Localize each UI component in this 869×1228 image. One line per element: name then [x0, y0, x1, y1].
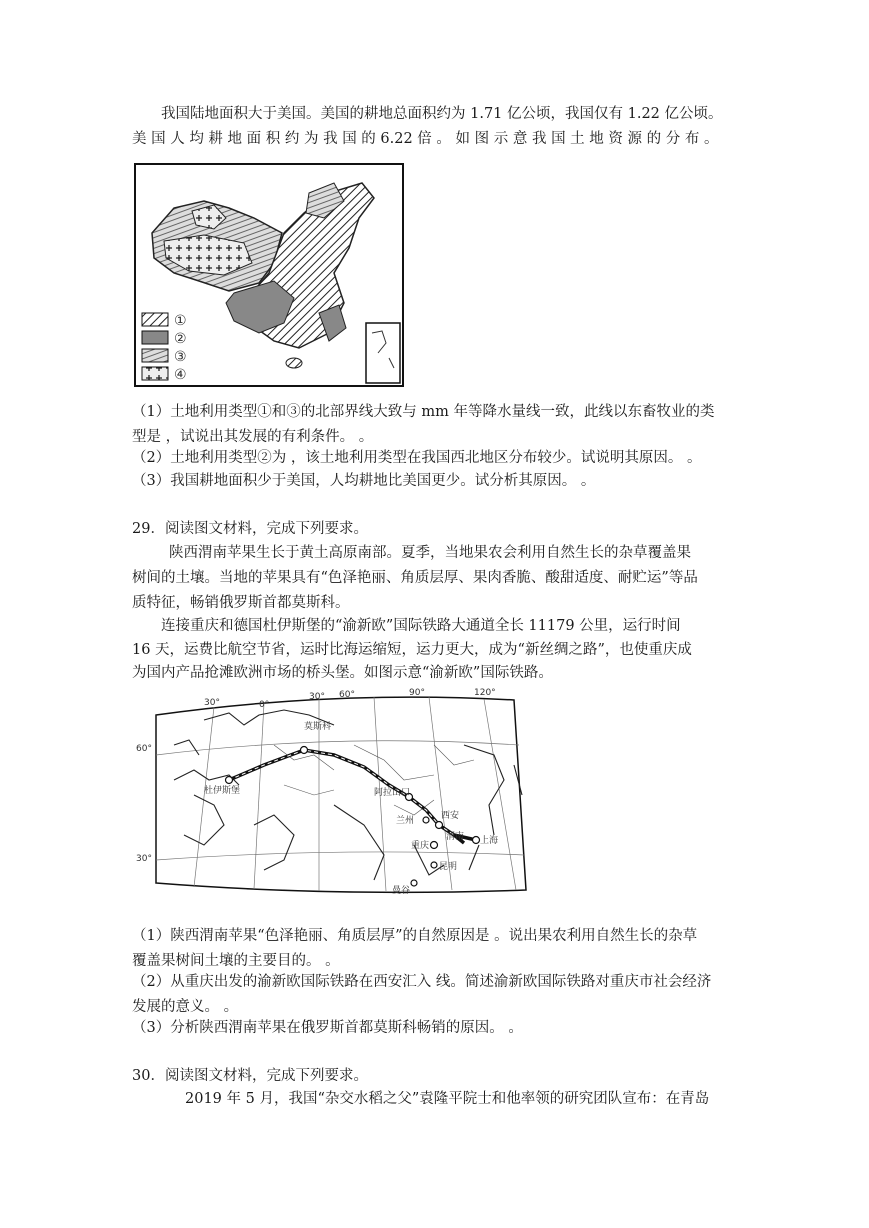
- city-bangkok: [411, 880, 417, 886]
- q29-para1-line3: 质特征，畅销俄罗斯首都莫斯科。: [132, 595, 350, 611]
- q28-sub1-line1: （1）土地利用类型①和③的北部界线大致与 mm 年等降水量线一致，此线以东畜牧业的类: [132, 404, 715, 420]
- q29-sub3: （3）分析陕西渭南苹果在俄罗斯首都莫斯科畅销的原因。 。: [132, 1020, 523, 1036]
- label-moscow: 莫斯科: [304, 722, 332, 732]
- q29-sub2-line1: （2）从重庆出发的渝新欧国际铁路在西安汇入 线。简述渝新欧国际铁路对重庆市社会经济: [132, 974, 712, 990]
- lon-label-120e: 120°: [474, 688, 496, 698]
- q28-sub2: （2）土地利用类型②为 ，该土地利用类型在我国西北地区分布较少。试说明其原因。 。: [132, 450, 702, 466]
- city-duisburg: [226, 777, 233, 784]
- legend-label-3: ③: [174, 349, 187, 365]
- label-lanzhou: 兰州: [396, 816, 415, 826]
- q29-sub1-line1: （1）陕西渭南苹果“色泽艳丽、角质层厚”的自然原因是 。说出果农利用自然生长的杂草: [132, 928, 698, 944]
- south-sea-inset: [366, 323, 400, 383]
- city-xian: [436, 822, 443, 829]
- q29-para2-line2: 16 天，运费比航空节省，运时比海运缩短，运力更大，成为“新丝绸之路”，也使重庆成: [132, 642, 692, 658]
- label-weinan: 渭南: [446, 832, 465, 842]
- legend-label-1: ①: [174, 313, 187, 329]
- q30-para1: 2019 年 5 月，我国“杂交水稻之父”袁隆平院士和他率领的研究团队宣布：在青岛: [185, 1091, 710, 1107]
- city-chongqing: [431, 842, 438, 849]
- lat-label-60n: 60°: [136, 744, 152, 754]
- label-alashankou: 阿拉山口: [374, 788, 411, 798]
- city-kunming: [431, 862, 437, 868]
- legend-label-4: ④: [174, 367, 187, 383]
- label-bangkok: 曼谷: [392, 886, 411, 896]
- label-xian: 西安: [441, 811, 460, 821]
- label-kunming: 昆明: [439, 862, 458, 872]
- yuxinou-railway-map: [134, 685, 534, 900]
- hainan-island: [286, 358, 302, 368]
- lon-label-30w: 30°: [204, 698, 220, 708]
- q29-sub1-line2: 覆盖果树间土壤的主要目的。 。: [132, 953, 340, 969]
- q28-sub1-line2: 型是 ，试说出其发展的有利条件。 。: [132, 429, 374, 445]
- q29-para2-line1: 连接重庆和德国杜伊斯堡的“渝新欧”国际铁路大通道全长 11179 公里，运行时间: [161, 618, 681, 634]
- lon-label-0: 0°: [259, 700, 270, 710]
- q28-sub3: （3）我国耕地面积少于美国，人均耕地比美国更少。试分析其原因。 。: [132, 473, 596, 489]
- intro-line-2: 美 国 人 均 耕 地 面 积 约 为 我 国 的 6.22 倍 。 如 图 示 意 我 国 土 地 资 源 的 分 布 。: [132, 131, 719, 147]
- city-shanghai: [473, 837, 480, 844]
- label-chongqing: 重庆: [411, 841, 430, 851]
- city-lanzhou: [423, 817, 429, 823]
- q29-sub2-line2: 发展的意义。 。: [132, 999, 239, 1015]
- q30-title: 30．阅读图文材料，完成下列要求。: [132, 1068, 368, 1084]
- q29-para1-line1: 陕西渭南苹果生长于黄土高原南部。夏季，当地果农会利用自然生长的杂草覆盖果: [169, 545, 691, 561]
- lon-label-30e: 30°: [309, 692, 325, 702]
- legend-label-2: ②: [174, 331, 187, 347]
- q29-para1-line2: 树间的土壤。当地的苹果具有“色泽艳丽、角质层厚、果肉香脆、酸甜适度、耐贮运”等品: [132, 570, 698, 586]
- q29-title: 29．阅读图文材料，完成下列要求。: [132, 521, 368, 537]
- label-duisburg: 杜伊斯堡: [204, 786, 241, 796]
- q29-para2-line3: 为国内产品抢滩欧洲市场的桥头堡。如图示意“渝新欧”国际铁路。: [132, 665, 553, 681]
- label-shanghai: 上海: [480, 836, 499, 846]
- city-moscow: [301, 747, 308, 754]
- lon-label-60e: 60°: [339, 690, 355, 700]
- lon-label-90e: 90°: [409, 688, 425, 698]
- china-land-resource-map: [134, 163, 404, 387]
- lat-label-30n: 30°: [136, 854, 152, 864]
- intro-line-1: 我国陆地面积大于美国。美国的耕地总面积约为 1.71 亿公顷，我国仅有 1.22 亿公顷。: [161, 106, 723, 122]
